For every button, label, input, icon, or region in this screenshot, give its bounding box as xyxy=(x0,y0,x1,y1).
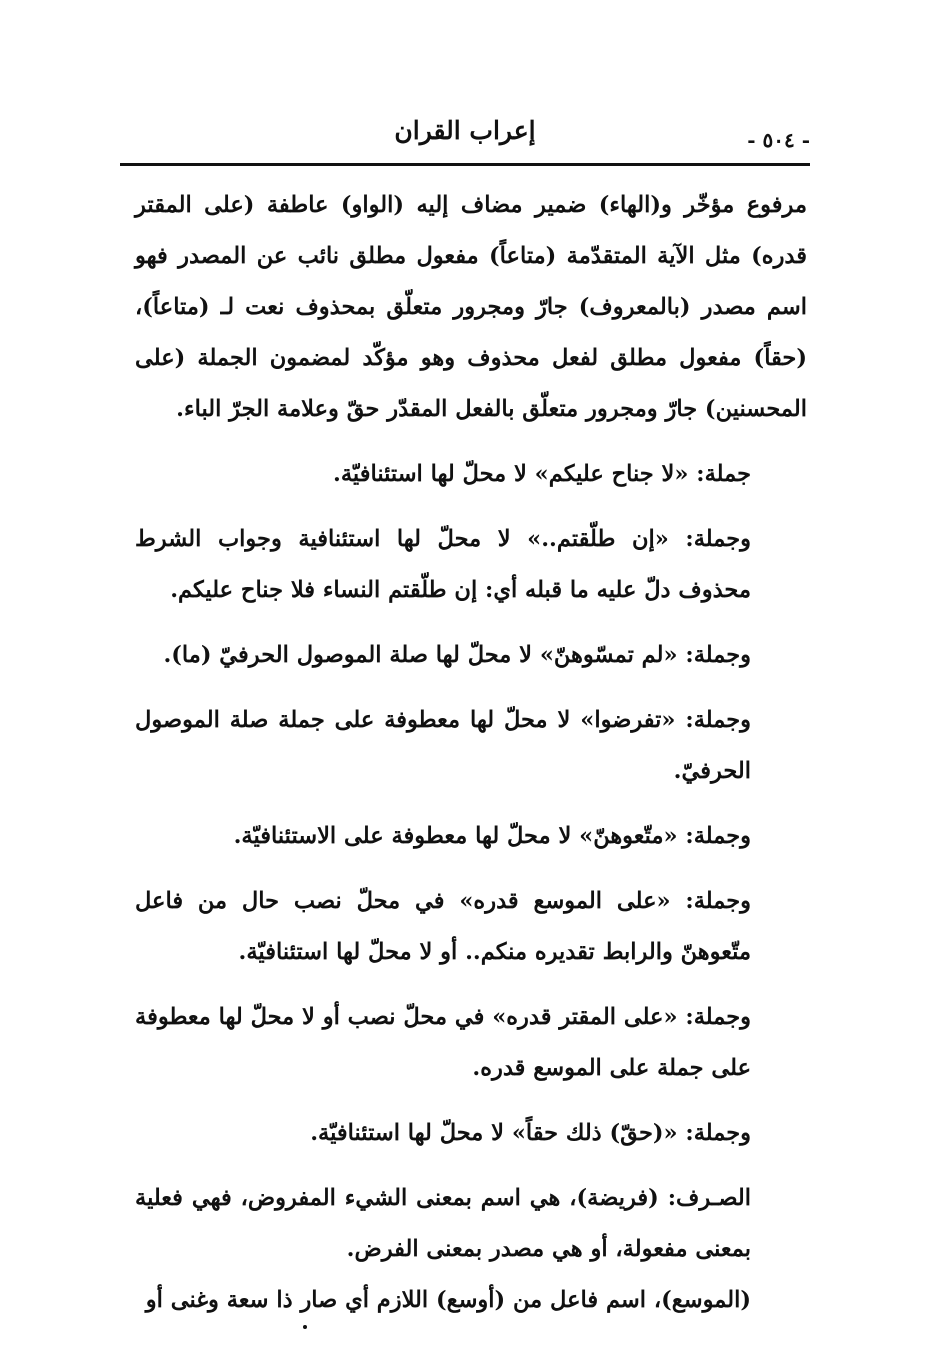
paragraph-sentence-6: وجملة: «على الموسع قدره» في محلّ نصب حال من فاعل متّعوهنّ والرابط تقديره منكم.. أو لا محلّ لها استئنافيّة. xyxy=(135,888,751,965)
paragraph-sentence-4: وجملة: «تفرضوا» لا محلّ لها معطوفة على جملة صلة الموصول الحرفيّ. xyxy=(135,707,751,784)
page-number: - ٥٠٤ - xyxy=(747,128,810,152)
paragraph-sentence-1: جملة: «لا جناح عليكم» لا محلّ لها استئنافيّة. xyxy=(333,461,751,487)
paragraph-sentence-3: وجملة: «لم تمسّوهنّ» لا محلّ لها صلة الموصول الحرفيّ (ما). xyxy=(163,642,751,668)
paragraph-sentence-5: وجملة: «متّعوهنّ» لا محلّ لها معطوفة على الاستئنافيّة. xyxy=(233,823,751,849)
page-header xyxy=(120,112,810,158)
sarf-text: (فريضة)، هي اسم بمعنى الشيء المفروض، فهي فعلية بمعنى مفعولة، أو هي مصدر بمعنى الفرض. xyxy=(135,1185,751,1262)
page-body xyxy=(135,180,807,1326)
header-divider xyxy=(120,163,810,166)
print-speck xyxy=(303,1325,307,1329)
paragraph-opening: مرفوع مؤخّر و(الهاء) ضمير مضاف إليه (الواو) عاطفة (على المقتر قدره) مثل الآية المتقدّمة (متاعاً) مفعول مطلق نائب عن المصدر فهو اسم مصدر (بالمعروف) جارّ ومجرور متعلّق بمحذوف نعت لـ (متاعاً)، (حقاً) مفعول مطلق لفعل محذوف وهو مؤكّد لمضمون الجملة (على المحسنين) جارّ ومجرور متعلّق بالفعل المقدّر حقّ وعلامة الجرّ الباء. xyxy=(135,192,807,422)
paragraph-muwsi: (الموسع)، اسم فاعل من (أوسع) اللازم أي صار ذا سعة وغنى أو xyxy=(145,1287,751,1313)
sarf-heading: الصـرف: xyxy=(667,1185,751,1211)
paragraph-sarf xyxy=(135,1173,807,1275)
paragraph-sentence-7: وجملة: «على المقتر قدره» في محلّ نصب أو لا محلّ لها معطوفة على جملة على الموسع قدره. xyxy=(135,1004,751,1081)
page-title: إعراب القران xyxy=(394,116,536,145)
paragraph-sentence-8: وجملة: «(حقّ) ذلك حقاً» لا محلّ لها استئنافيّة. xyxy=(310,1120,751,1146)
paragraph-sentence-2: وجملة: «إن طلّقتم..» لا محلّ لها استئنافية وجواب الشرط محذوف دلّ عليه ما قبله أي: إن طلّقتم النساء فلا جناح عليكم. xyxy=(135,526,751,603)
